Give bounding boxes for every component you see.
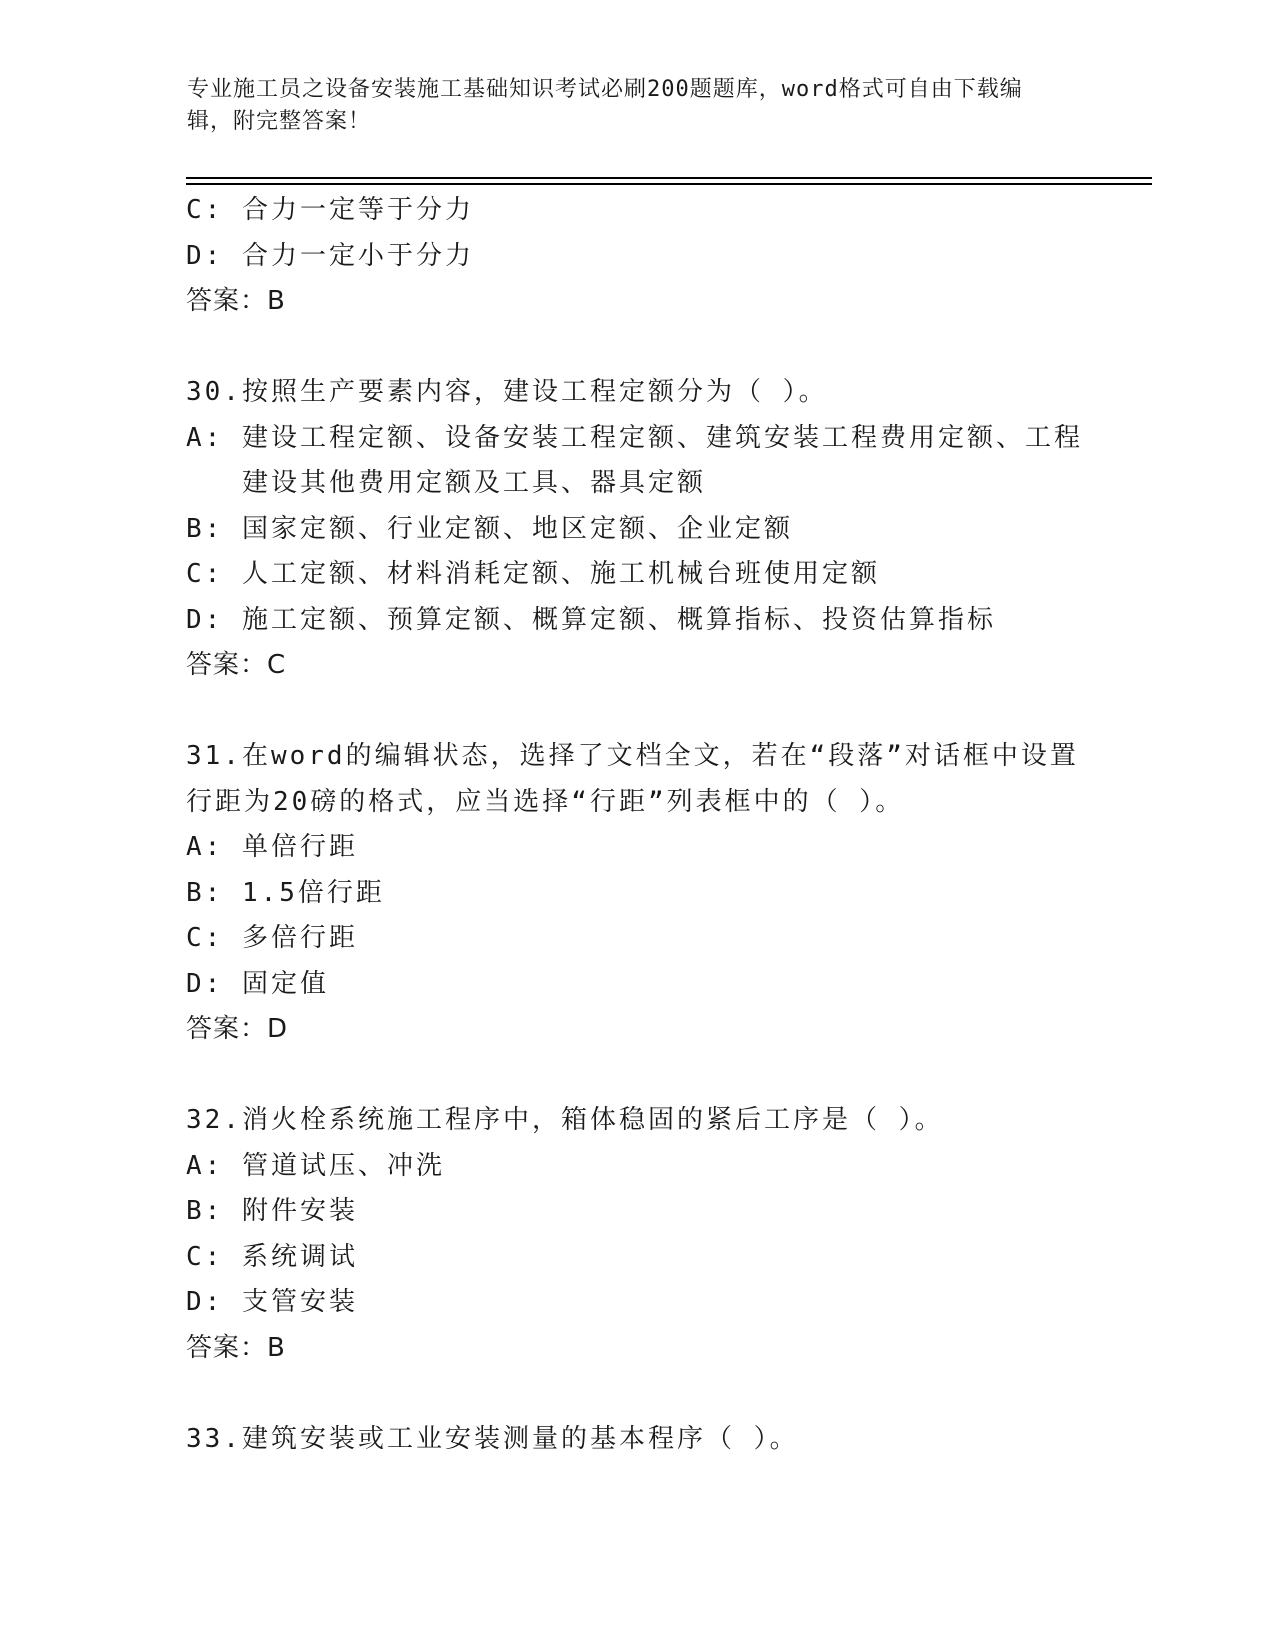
option-sep: : <box>204 1241 242 1272</box>
document-header: 专业施工员之设备安装施工基础知识考试必刷200题题库，word格式可自由下载编辑，附完整答案！ <box>187 77 1023 134</box>
option-key: D <box>186 604 205 635</box>
option-key: D <box>186 240 205 271</box>
option-text: 1.5倍行距 <box>241 877 385 908</box>
option-key: A <box>186 1150 205 1181</box>
option-sep: : <box>204 877 242 908</box>
answer-value: D <box>267 1014 289 1044</box>
option-text: 系统调试 <box>241 1241 358 1272</box>
option-text: 管道试压、冲洗 <box>241 1150 445 1181</box>
option-text: 支管安装 <box>241 1287 358 1317</box>
option-sep: : <box>204 604 242 635</box>
question-30 <box>186 370 1086 689</box>
option-text: 附件安装 <box>241 1196 358 1226</box>
option-text: 合力一定等于分力 <box>241 195 474 225</box>
answer-label: 答案： <box>186 1014 268 1044</box>
answer-label: 答案： <box>186 1332 268 1363</box>
option-key: A <box>186 422 205 453</box>
option-key: C <box>186 195 205 225</box>
option-key: B <box>186 877 205 908</box>
answer-line <box>186 643 1086 689</box>
spacer <box>186 1053 1086 1099</box>
option-b <box>186 871 1086 917</box>
question-33 <box>186 1417 1086 1463</box>
option-a <box>186 416 1086 507</box>
option-sep: : <box>204 422 242 453</box>
option-key: C <box>186 923 205 953</box>
option-d <box>186 1280 1086 1326</box>
answer-value: C <box>267 650 287 680</box>
option-sep: : <box>204 559 242 589</box>
option-a <box>186 1144 1086 1190</box>
option-key: A <box>186 832 205 862</box>
option-text: 固定值 <box>241 968 329 999</box>
option-key: B <box>186 513 205 544</box>
option-sep: : <box>204 923 242 953</box>
option-sep: : <box>204 195 242 225</box>
option-text: 建设工程定额、设备安装工程定额、建筑安装工程费用定额、工程建设其他费用定额及工具、器具定额 <box>241 422 1083 498</box>
header-rule-bottom <box>186 183 1152 185</box>
option-sep: : <box>204 240 242 271</box>
answer-value: B <box>267 1332 286 1363</box>
question-stem: 30.按照生产要素内容，建设工程定额分为（ ）。 <box>186 377 828 407</box>
header-rule-top <box>186 177 1152 179</box>
option-d <box>186 598 1086 644</box>
option-sep: : <box>204 968 242 999</box>
option-key: C <box>186 559 205 589</box>
answer-label: 答案： <box>186 650 268 680</box>
answer-line <box>186 1007 1086 1053</box>
question-stem: 33.建筑安装或工业安装测量的基本程序（ ）。 <box>186 1423 799 1454</box>
question-32 <box>186 1098 1086 1371</box>
option-c <box>186 188 1086 234</box>
answer-label: 答案： <box>186 286 268 316</box>
option-c <box>186 916 1086 962</box>
option-c <box>186 1235 1086 1281</box>
option-sep: : <box>204 1150 242 1181</box>
option-key: C <box>186 1241 205 1272</box>
option-text: 施工定额、预算定额、概算定额、概算指标、投资估算指标 <box>241 604 996 635</box>
document-body <box>186 188 1086 1462</box>
option-sep: : <box>204 1287 242 1317</box>
option-c <box>186 552 1086 598</box>
option-sep: : <box>204 832 242 862</box>
answer-line <box>186 279 1086 325</box>
option-b <box>186 1189 1086 1235</box>
option-key: D <box>186 968 205 999</box>
option-key: D <box>186 1287 205 1317</box>
option-d <box>186 234 1086 280</box>
option-text: 人工定额、材料消耗定额、施工机械台班使用定额 <box>241 559 880 589</box>
spacer <box>186 325 1086 371</box>
question-stem: 31.在word的编辑状态，选择了文档全文，若在“段落”对话框中设置行距为20磅的格式，应当选择“行距”列表框中的（ ）。 <box>186 741 1079 817</box>
option-text: 合力一定小于分力 <box>241 240 474 271</box>
option-b <box>186 507 1086 553</box>
spacer <box>186 689 1086 735</box>
option-key: B <box>186 1196 205 1226</box>
question-stem: 32.消火栓系统施工程序中，箱体稳固的紧后工序是（ ）。 <box>186 1105 944 1135</box>
option-d <box>186 962 1086 1008</box>
option-text: 单倍行距 <box>241 832 358 862</box>
answer-value: B <box>267 286 286 316</box>
answer-line <box>186 1326 1086 1372</box>
option-a <box>186 825 1086 871</box>
option-sep: : <box>204 513 242 544</box>
option-text: 多倍行距 <box>241 923 358 953</box>
option-sep: : <box>204 1196 242 1226</box>
option-text: 国家定额、行业定额、地区定额、企业定额 <box>241 513 793 544</box>
spacer <box>186 1371 1086 1417</box>
question-31 <box>186 734 1086 1053</box>
